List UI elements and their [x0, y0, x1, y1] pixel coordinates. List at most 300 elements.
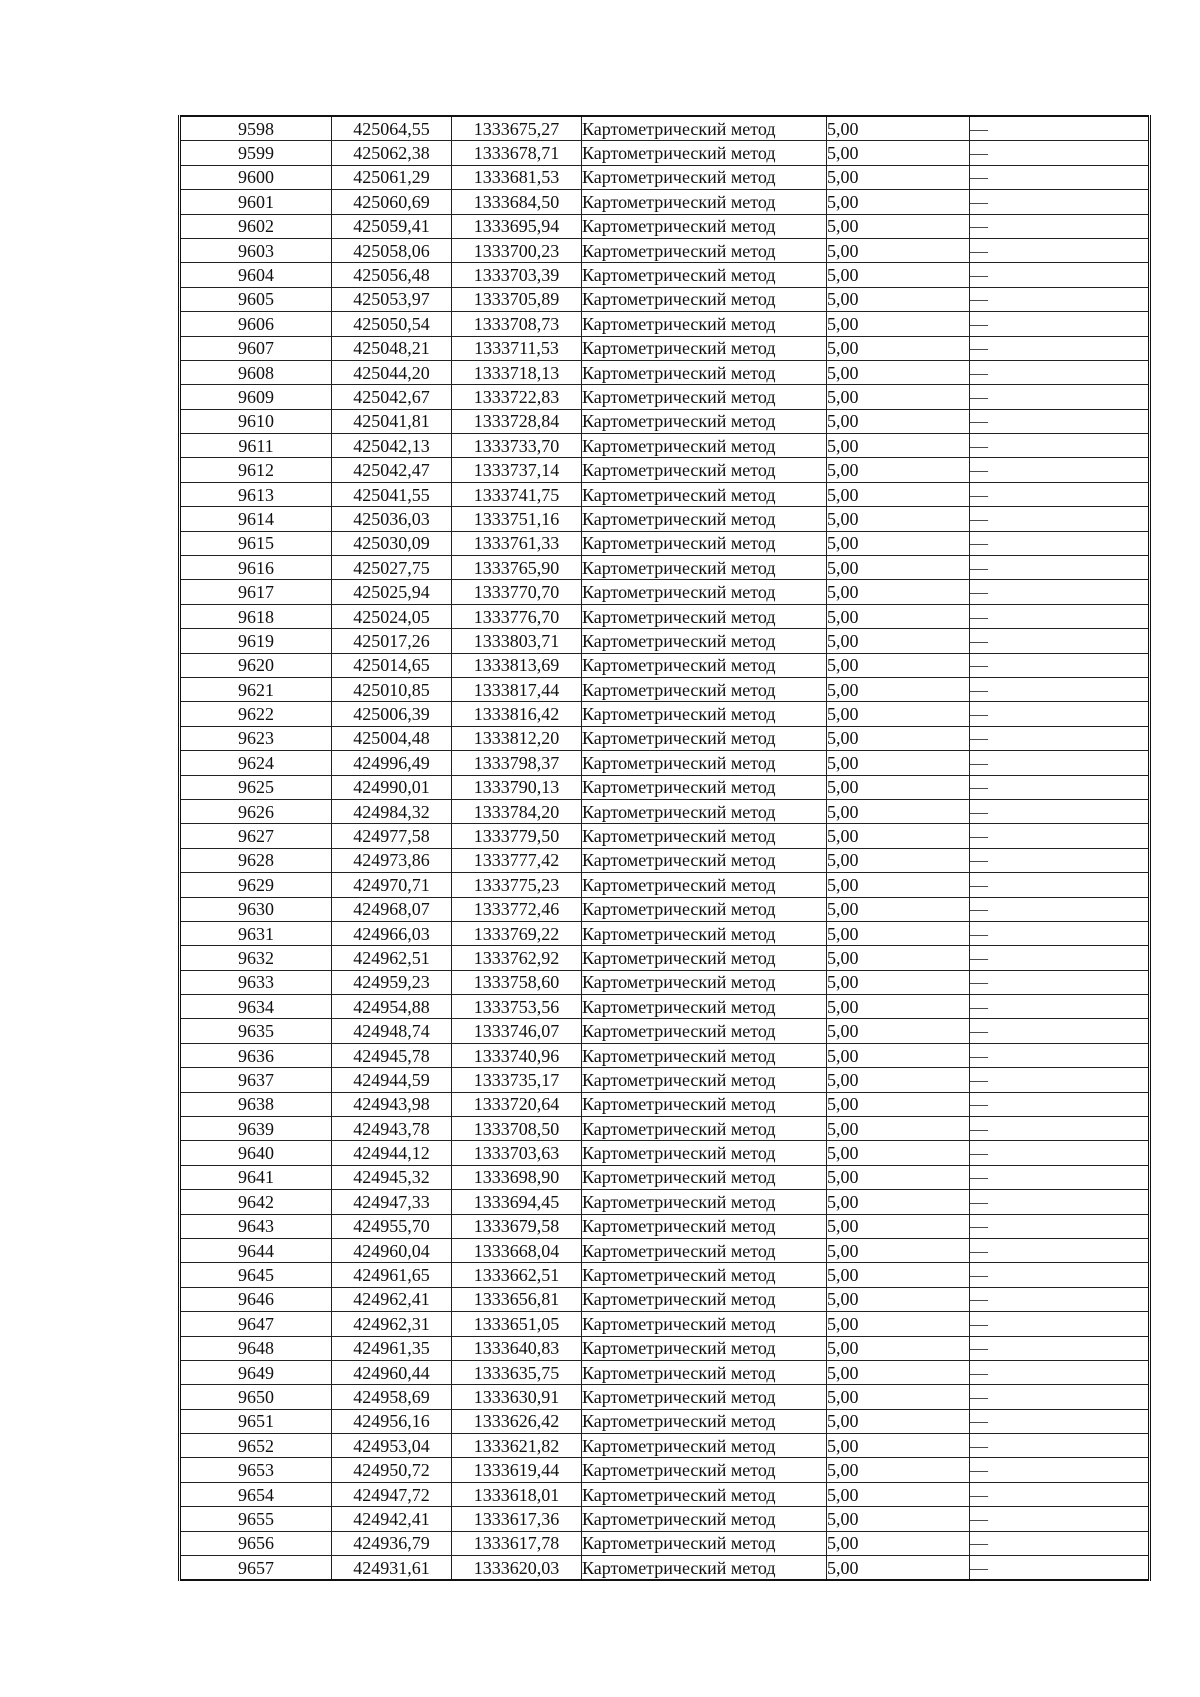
method-cell: Картометрический метод	[582, 1434, 827, 1458]
point-number-cell: 9626	[180, 799, 332, 823]
table-row	[180, 238, 1150, 262]
point-number-cell: 9649	[180, 1360, 332, 1384]
note-cell: —	[970, 1214, 1150, 1238]
method-cell: Картометрический метод	[582, 1238, 827, 1262]
coordinate-y-cell: 1333651,05	[452, 1312, 582, 1336]
coordinate-y-cell: 1333708,73	[452, 312, 582, 336]
coordinate-x-cell: 424961,35	[332, 1336, 452, 1360]
coordinate-y-cell: 1333630,91	[452, 1385, 582, 1409]
method-cell: Картометрический метод	[582, 531, 827, 555]
point-number-cell: 9657	[180, 1556, 332, 1581]
accuracy-cell: 5,00	[827, 1482, 970, 1506]
coordinate-y-cell: 1333776,70	[452, 604, 582, 628]
coordinate-y-cell: 1333619,44	[452, 1458, 582, 1482]
note-cell: —	[970, 287, 1150, 311]
method-cell: Картометрический метод	[582, 507, 827, 531]
table-row	[180, 897, 1150, 921]
note-cell: —	[970, 1336, 1150, 1360]
table-row	[180, 507, 1150, 531]
coordinate-x-cell: 425058,06	[332, 238, 452, 262]
table-row	[180, 141, 1150, 165]
point-number-cell: 9620	[180, 653, 332, 677]
table-row	[180, 434, 1150, 458]
note-cell: —	[970, 1360, 1150, 1384]
table-row	[180, 702, 1150, 726]
point-number-cell: 9604	[180, 263, 332, 287]
accuracy-cell: 5,00	[827, 824, 970, 848]
point-number-cell: 9617	[180, 580, 332, 604]
coordinate-y-cell: 1333728,84	[452, 409, 582, 433]
point-number-cell: 9654	[180, 1482, 332, 1506]
note-cell: —	[970, 1141, 1150, 1165]
accuracy-cell: 5,00	[827, 970, 970, 994]
point-number-cell: 9651	[180, 1409, 332, 1433]
method-cell: Картометрический метод	[582, 1556, 827, 1581]
accuracy-cell: 5,00	[827, 1263, 970, 1287]
coordinate-x-cell: 425027,75	[332, 556, 452, 580]
point-number-cell: 9639	[180, 1117, 332, 1141]
accuracy-cell: 5,00	[827, 799, 970, 823]
coordinate-y-cell: 1333700,23	[452, 238, 582, 262]
table-row	[180, 921, 1150, 945]
method-cell: Картометрический метод	[582, 263, 827, 287]
coordinate-x-cell: 425030,09	[332, 531, 452, 555]
point-number-cell: 9608	[180, 360, 332, 384]
method-cell: Картометрический метод	[582, 409, 827, 433]
coordinate-x-cell: 424962,31	[332, 1312, 452, 1336]
table-row	[180, 653, 1150, 677]
table-row	[180, 799, 1150, 823]
table-row	[180, 1043, 1150, 1067]
accuracy-cell: 5,00	[827, 1458, 970, 1482]
coordinate-x-cell: 425044,20	[332, 360, 452, 384]
coordinate-x-cell: 424973,86	[332, 848, 452, 872]
table-row	[180, 1360, 1150, 1384]
coordinate-x-cell: 424960,04	[332, 1238, 452, 1262]
table-row	[180, 1556, 1150, 1581]
method-cell: Картометрический метод	[582, 556, 827, 580]
coordinate-y-cell: 1333621,82	[452, 1434, 582, 1458]
coordinate-x-cell: 424947,72	[332, 1482, 452, 1506]
coordinate-x-cell: 424942,41	[332, 1507, 452, 1531]
point-number-cell: 9640	[180, 1141, 332, 1165]
coordinate-y-cell: 1333620,03	[452, 1556, 582, 1581]
note-cell: —	[970, 702, 1150, 726]
note-cell: —	[970, 336, 1150, 360]
method-cell: Картометрический метод	[582, 799, 827, 823]
note-cell: —	[970, 116, 1150, 141]
table-row	[180, 360, 1150, 384]
coordinate-y-cell: 1333718,13	[452, 360, 582, 384]
method-cell: Картометрический метод	[582, 1019, 827, 1043]
method-cell: Картометрический метод	[582, 1312, 827, 1336]
point-number-cell: 9624	[180, 751, 332, 775]
coordinate-y-cell: 1333817,44	[452, 677, 582, 701]
method-cell: Картометрический метод	[582, 1165, 827, 1189]
table-row	[180, 116, 1150, 141]
method-cell: Картометрический метод	[582, 921, 827, 945]
accuracy-cell: 5,00	[827, 629, 970, 653]
note-cell: —	[970, 653, 1150, 677]
method-cell: Картометрический метод	[582, 848, 827, 872]
table-row	[180, 946, 1150, 970]
coordinate-x-cell: 425041,55	[332, 482, 452, 506]
note-cell: —	[970, 312, 1150, 336]
point-number-cell: 9616	[180, 556, 332, 580]
coordinate-x-cell: 424950,72	[332, 1458, 452, 1482]
method-cell: Картометрический метод	[582, 214, 827, 238]
coordinate-y-cell: 1333816,42	[452, 702, 582, 726]
coordinate-x-cell: 424936,79	[332, 1531, 452, 1555]
point-number-cell: 9606	[180, 312, 332, 336]
coordinate-x-cell: 424984,32	[332, 799, 452, 823]
table-row	[180, 165, 1150, 189]
point-number-cell: 9630	[180, 897, 332, 921]
method-cell: Картометрический метод	[582, 702, 827, 726]
accuracy-cell: 5,00	[827, 848, 970, 872]
coordinate-x-cell: 424943,78	[332, 1117, 452, 1141]
note-cell: —	[970, 1043, 1150, 1067]
coordinate-x-cell: 425064,55	[332, 116, 452, 141]
method-cell: Картометрический метод	[582, 677, 827, 701]
accuracy-cell: 5,00	[827, 482, 970, 506]
table-row	[180, 1507, 1150, 1531]
coordinate-y-cell: 1333681,53	[452, 165, 582, 189]
coordinates-table-body	[180, 116, 1150, 1580]
note-cell: —	[970, 1507, 1150, 1531]
coordinate-y-cell: 1333705,89	[452, 287, 582, 311]
coordinate-y-cell: 1333761,33	[452, 531, 582, 555]
accuracy-cell: 5,00	[827, 604, 970, 628]
method-cell: Картометрический метод	[582, 238, 827, 262]
coordinate-y-cell: 1333735,17	[452, 1068, 582, 1092]
coordinate-x-cell: 424954,88	[332, 995, 452, 1019]
method-cell: Картометрический метод	[582, 751, 827, 775]
coordinate-y-cell: 1333703,63	[452, 1141, 582, 1165]
point-number-cell: 9605	[180, 287, 332, 311]
table-row	[180, 629, 1150, 653]
table-row	[180, 1458, 1150, 1482]
note-cell: —	[970, 1287, 1150, 1311]
accuracy-cell: 5,00	[827, 336, 970, 360]
coordinate-x-cell: 424961,65	[332, 1263, 452, 1287]
point-number-cell: 9618	[180, 604, 332, 628]
note-cell: —	[970, 263, 1150, 287]
coordinate-x-cell: 424990,01	[332, 775, 452, 799]
table-row	[180, 580, 1150, 604]
note-cell: —	[970, 556, 1150, 580]
note-cell: —	[970, 580, 1150, 604]
note-cell: —	[970, 751, 1150, 775]
note-cell: —	[970, 409, 1150, 433]
table-row	[180, 824, 1150, 848]
coordinate-y-cell: 1333662,51	[452, 1263, 582, 1287]
point-number-cell: 9638	[180, 1092, 332, 1116]
point-number-cell: 9627	[180, 824, 332, 848]
note-cell: —	[970, 726, 1150, 750]
point-number-cell: 9610	[180, 409, 332, 433]
point-number-cell: 9641	[180, 1165, 332, 1189]
accuracy-cell: 5,00	[827, 1043, 970, 1067]
method-cell: Картометрический метод	[582, 946, 827, 970]
coordinate-x-cell: 424955,70	[332, 1214, 452, 1238]
accuracy-cell: 5,00	[827, 1141, 970, 1165]
note-cell: —	[970, 970, 1150, 994]
accuracy-cell: 5,00	[827, 287, 970, 311]
point-number-cell: 9655	[180, 1507, 332, 1531]
coordinate-x-cell: 424943,98	[332, 1092, 452, 1116]
method-cell: Картометрический метод	[582, 116, 827, 141]
coordinate-x-cell: 424996,49	[332, 751, 452, 775]
point-number-cell: 9629	[180, 873, 332, 897]
method-cell: Картометрический метод	[582, 873, 827, 897]
note-cell: —	[970, 238, 1150, 262]
table-row	[180, 1312, 1150, 1336]
point-number-cell: 9619	[180, 629, 332, 653]
point-number-cell: 9614	[180, 507, 332, 531]
note-cell: —	[970, 775, 1150, 799]
coordinate-x-cell: 424945,32	[332, 1165, 452, 1189]
point-number-cell: 9650	[180, 1385, 332, 1409]
coordinate-y-cell: 1333737,14	[452, 458, 582, 482]
coordinate-x-cell: 424970,71	[332, 873, 452, 897]
point-number-cell: 9599	[180, 141, 332, 165]
point-number-cell: 9628	[180, 848, 332, 872]
table-row	[180, 775, 1150, 799]
note-cell: —	[970, 214, 1150, 238]
point-number-cell: 9636	[180, 1043, 332, 1067]
note-cell: —	[970, 604, 1150, 628]
coordinate-y-cell: 1333812,20	[452, 726, 582, 750]
table-row	[180, 556, 1150, 580]
note-cell: —	[970, 360, 1150, 384]
accuracy-cell: 5,00	[827, 434, 970, 458]
table-row	[180, 336, 1150, 360]
table-row	[180, 726, 1150, 750]
accuracy-cell: 5,00	[827, 751, 970, 775]
coordinate-y-cell: 1333751,16	[452, 507, 582, 531]
point-number-cell: 9631	[180, 921, 332, 945]
accuracy-cell: 5,00	[827, 1556, 970, 1581]
accuracy-cell: 5,00	[827, 897, 970, 921]
table-row	[180, 677, 1150, 701]
accuracy-cell: 5,00	[827, 653, 970, 677]
accuracy-cell: 5,00	[827, 1507, 970, 1531]
coordinate-y-cell: 1333733,70	[452, 434, 582, 458]
point-number-cell: 9633	[180, 970, 332, 994]
coordinate-y-cell: 1333626,42	[452, 1409, 582, 1433]
table-row	[180, 995, 1150, 1019]
point-number-cell: 9613	[180, 482, 332, 506]
coordinate-y-cell: 1333656,81	[452, 1287, 582, 1311]
point-number-cell: 9642	[180, 1190, 332, 1214]
coordinate-x-cell: 424953,04	[332, 1434, 452, 1458]
note-cell: —	[970, 1531, 1150, 1555]
coordinate-y-cell: 1333770,70	[452, 580, 582, 604]
point-number-cell: 9622	[180, 702, 332, 726]
method-cell: Картометрический метод	[582, 995, 827, 1019]
coordinate-y-cell: 1333779,50	[452, 824, 582, 848]
table-row	[180, 312, 1150, 336]
accuracy-cell: 5,00	[827, 263, 970, 287]
note-cell: —	[970, 1092, 1150, 1116]
method-cell: Картометрический метод	[582, 1043, 827, 1067]
coordinate-x-cell: 425010,85	[332, 677, 452, 701]
method-cell: Картометрический метод	[582, 336, 827, 360]
coordinate-x-cell: 425014,65	[332, 653, 452, 677]
table-row	[180, 1385, 1150, 1409]
table-row	[180, 214, 1150, 238]
accuracy-cell: 5,00	[827, 1531, 970, 1555]
coordinate-x-cell: 425048,21	[332, 336, 452, 360]
coordinate-y-cell: 1333790,13	[452, 775, 582, 799]
note-cell: —	[970, 458, 1150, 482]
method-cell: Картометрический метод	[582, 1458, 827, 1482]
note-cell: —	[970, 1482, 1150, 1506]
coordinate-x-cell: 424944,59	[332, 1068, 452, 1092]
coordinate-y-cell: 1333678,71	[452, 141, 582, 165]
point-number-cell: 9609	[180, 385, 332, 409]
accuracy-cell: 5,00	[827, 702, 970, 726]
coordinate-y-cell: 1333635,75	[452, 1360, 582, 1384]
note-cell: —	[970, 848, 1150, 872]
accuracy-cell: 5,00	[827, 1117, 970, 1141]
table-row	[180, 970, 1150, 994]
method-cell: Картометрический метод	[582, 1263, 827, 1287]
accuracy-cell: 5,00	[827, 726, 970, 750]
note-cell: —	[970, 1312, 1150, 1336]
method-cell: Картометрический метод	[582, 726, 827, 750]
table-row	[180, 385, 1150, 409]
coordinate-y-cell: 1333740,96	[452, 1043, 582, 1067]
accuracy-cell: 5,00	[827, 1165, 970, 1189]
accuracy-cell: 5,00	[827, 580, 970, 604]
table-row	[180, 1117, 1150, 1141]
accuracy-cell: 5,00	[827, 995, 970, 1019]
accuracy-cell: 5,00	[827, 873, 970, 897]
method-cell: Картометрический метод	[582, 1287, 827, 1311]
coordinate-y-cell: 1333684,50	[452, 190, 582, 214]
point-number-cell: 9647	[180, 1312, 332, 1336]
method-cell: Картометрический метод	[582, 580, 827, 604]
note-cell: —	[970, 873, 1150, 897]
accuracy-cell: 5,00	[827, 141, 970, 165]
method-cell: Картометрический метод	[582, 360, 827, 384]
point-number-cell: 9615	[180, 531, 332, 555]
accuracy-cell: 5,00	[827, 116, 970, 141]
table-row	[180, 1434, 1150, 1458]
table-row	[180, 190, 1150, 214]
coordinate-y-cell: 1333618,01	[452, 1482, 582, 1506]
note-cell: —	[970, 141, 1150, 165]
note-cell: —	[970, 1556, 1150, 1581]
note-cell: —	[970, 507, 1150, 531]
accuracy-cell: 5,00	[827, 556, 970, 580]
table-row	[180, 1287, 1150, 1311]
coordinate-y-cell: 1333617,78	[452, 1531, 582, 1555]
coordinate-x-cell: 425036,03	[332, 507, 452, 531]
method-cell: Картометрический метод	[582, 165, 827, 189]
coordinate-y-cell: 1333711,53	[452, 336, 582, 360]
method-cell: Картометрический метод	[582, 653, 827, 677]
point-number-cell: 9656	[180, 1531, 332, 1555]
coordinate-y-cell: 1333758,60	[452, 970, 582, 994]
accuracy-cell: 5,00	[827, 165, 970, 189]
method-cell: Картометрический метод	[582, 190, 827, 214]
method-cell: Картометрический метод	[582, 629, 827, 653]
table-row	[180, 1190, 1150, 1214]
table-row	[180, 1165, 1150, 1189]
point-number-cell: 9601	[180, 190, 332, 214]
accuracy-cell: 5,00	[827, 1312, 970, 1336]
table-row	[180, 409, 1150, 433]
coordinate-x-cell: 425053,97	[332, 287, 452, 311]
note-cell: —	[970, 1409, 1150, 1433]
coordinate-y-cell: 1333708,50	[452, 1117, 582, 1141]
method-cell: Картометрический метод	[582, 1214, 827, 1238]
table-row	[180, 1238, 1150, 1262]
table-row	[180, 458, 1150, 482]
coordinate-x-cell: 425006,39	[332, 702, 452, 726]
point-number-cell: 9602	[180, 214, 332, 238]
table-row	[180, 531, 1150, 555]
method-cell: Картометрический метод	[582, 970, 827, 994]
method-cell: Картометрический метод	[582, 385, 827, 409]
coordinate-x-cell: 424944,12	[332, 1141, 452, 1165]
point-number-cell: 9653	[180, 1458, 332, 1482]
method-cell: Картометрический метод	[582, 1385, 827, 1409]
accuracy-cell: 5,00	[827, 1190, 970, 1214]
note-cell: —	[970, 531, 1150, 555]
table-row	[180, 1409, 1150, 1433]
note-cell: —	[970, 434, 1150, 458]
point-number-cell: 9612	[180, 458, 332, 482]
note-cell: —	[970, 482, 1150, 506]
table-row	[180, 1068, 1150, 1092]
coordinate-y-cell: 1333813,69	[452, 653, 582, 677]
accuracy-cell: 5,00	[827, 1287, 970, 1311]
method-cell: Картометрический метод	[582, 1507, 827, 1531]
accuracy-cell: 5,00	[827, 312, 970, 336]
accuracy-cell: 5,00	[827, 214, 970, 238]
coordinate-x-cell: 424968,07	[332, 897, 452, 921]
coordinate-x-cell: 425056,48	[332, 263, 452, 287]
accuracy-cell: 5,00	[827, 946, 970, 970]
note-cell: —	[970, 995, 1150, 1019]
coordinate-x-cell: 425017,26	[332, 629, 452, 653]
method-cell: Картометрический метод	[582, 775, 827, 799]
coordinate-y-cell: 1333777,42	[452, 848, 582, 872]
coordinate-y-cell: 1333762,92	[452, 946, 582, 970]
point-number-cell: 9646	[180, 1287, 332, 1311]
accuracy-cell: 5,00	[827, 238, 970, 262]
coordinate-y-cell: 1333679,58	[452, 1214, 582, 1238]
table-row	[180, 1263, 1150, 1287]
coordinate-x-cell: 424977,58	[332, 824, 452, 848]
coordinate-x-cell: 425042,13	[332, 434, 452, 458]
table-row	[180, 1092, 1150, 1116]
method-cell: Картометрический метод	[582, 482, 827, 506]
note-cell: —	[970, 165, 1150, 189]
method-cell: Картометрический метод	[582, 1482, 827, 1506]
method-cell: Картометрический метод	[582, 1409, 827, 1433]
note-cell: —	[970, 677, 1150, 701]
table-row	[180, 1336, 1150, 1360]
table-row	[180, 1141, 1150, 1165]
coordinate-y-cell: 1333798,37	[452, 751, 582, 775]
method-cell: Картометрический метод	[582, 1141, 827, 1165]
coordinate-y-cell: 1333720,64	[452, 1092, 582, 1116]
